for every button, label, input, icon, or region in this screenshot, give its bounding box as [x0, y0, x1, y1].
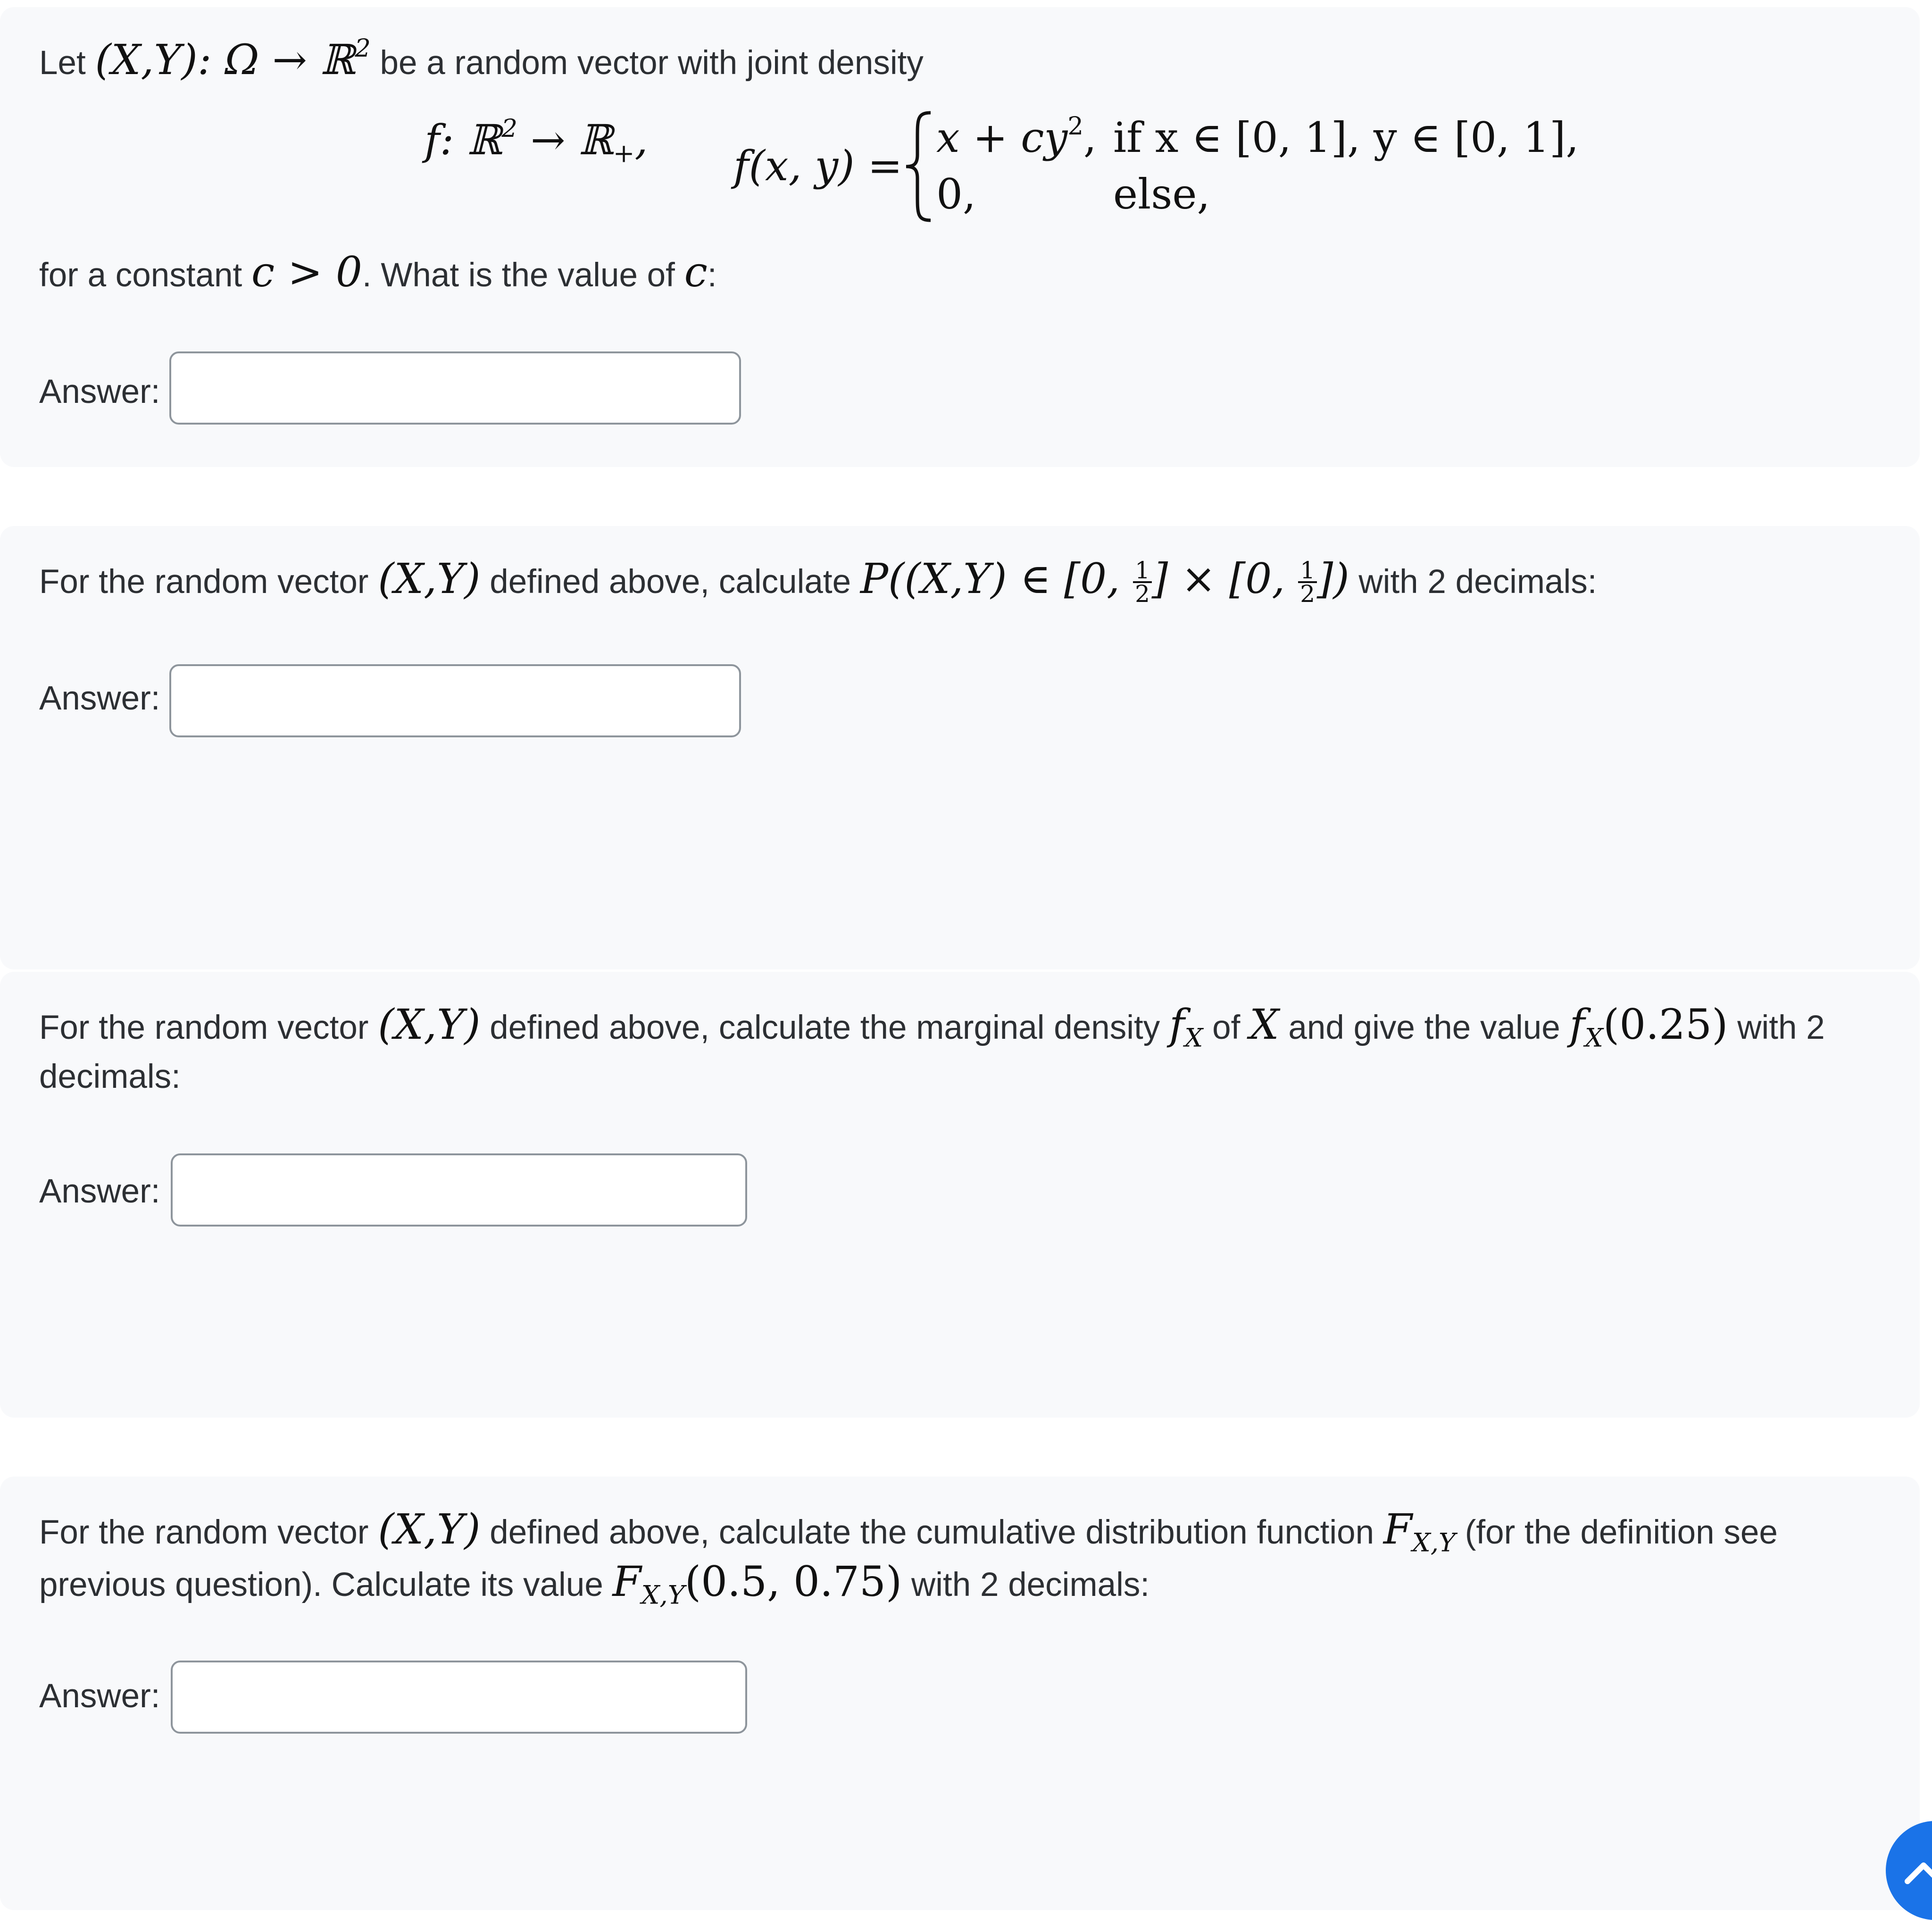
q3-of: of: [1203, 1009, 1250, 1046]
question-card-2: [0, 526, 1920, 969]
q2-question: [39, 554, 1597, 607]
q3-pre: For the random vector: [39, 1009, 378, 1046]
q1-text-mid: . What is the value of: [362, 257, 684, 294]
q4-F-sub: X,Y: [1412, 1527, 1456, 1558]
q3-f: f: [1169, 1000, 1185, 1049]
q3-line2: decimals:: [39, 1058, 181, 1095]
q2-frac-2-num: 1: [1298, 559, 1317, 583]
q1-def-left-text: f: ℝ: [425, 116, 502, 164]
q3-answer-input[interactable]: [171, 1153, 747, 1227]
q1-case2-cond: else,: [1113, 170, 1210, 218]
q2-answer-input[interactable]: [169, 664, 741, 737]
q3-fx: [1169, 1000, 1203, 1053]
q3-answer-label: Answer:: [39, 1173, 160, 1210]
q4-F-text: F: [1383, 1505, 1412, 1553]
q2-frac-1-den: 2: [1135, 580, 1150, 608]
q2-prob: [860, 554, 1349, 608]
q1-density-display: [425, 114, 648, 168]
q1-answer-label: Answer:: [39, 373, 160, 410]
q2-post: with 2 decimals:: [1349, 563, 1597, 601]
q4-F2-text: F: [612, 1557, 641, 1606]
q1-def-left-exp: 2: [501, 114, 517, 143]
q3-post: with 2: [1728, 1009, 1825, 1046]
q4-F2-sub: X,Y: [641, 1579, 685, 1610]
q4-line2-pre: previous question). Calculate its value: [39, 1566, 613, 1603]
q1-def-left: [425, 114, 648, 168]
q4-F2: [612, 1557, 685, 1610]
q2-mid: defined above, calculate: [480, 563, 860, 601]
q3-f2-sub: X: [1585, 1022, 1603, 1053]
q3-vec: (X,Y): [378, 1000, 481, 1049]
q4-vec: (X,Y): [378, 1505, 481, 1553]
q1-def-left-sub: +: [613, 138, 635, 168]
q2-frac-2-den: 2: [1300, 580, 1315, 608]
q1-intro-math: [95, 35, 370, 84]
q2-prob-open: P((X,Y) ∈ [0,: [860, 554, 1133, 603]
q1-intro: [39, 35, 924, 88]
q3-val-args: (0.25): [1603, 1000, 1728, 1049]
chevron-up-icon: [1905, 1854, 1932, 1892]
q1-case2-expr: 0,: [936, 170, 976, 218]
q1-def-left-rest: → ℝ: [517, 116, 613, 164]
q3-X: X: [1249, 1000, 1279, 1049]
q3-give: and give the value: [1279, 1009, 1570, 1046]
q4-post2: with 2 decimals:: [902, 1566, 1150, 1603]
q2-prob-close: ]): [1317, 554, 1349, 603]
q1-intro-math-text: (X,Y): Ω → ℝ: [95, 35, 355, 84]
q2-frac-1-num: 1: [1133, 559, 1152, 583]
question-card-3: [0, 972, 1920, 1418]
q3-fx-val: [1569, 1000, 1603, 1053]
q4-mid: defined above, calculate the cumulative distribution function: [480, 1514, 1383, 1551]
q4-question: [39, 1505, 1907, 1610]
q1-case-1: [936, 113, 1097, 162]
q4-post1: (for the definition see: [1456, 1514, 1778, 1551]
q1-intro-post: be a random vector with joint density: [370, 44, 924, 82]
q4-answer-label: Answer:: [39, 1678, 160, 1715]
q1-def-left-comma: ,: [634, 116, 648, 164]
q1-case-1-cond: [1113, 113, 1579, 162]
q1-case1-cond: if x ∈ [0, 1], y ∈ [0, 1],: [1113, 113, 1579, 162]
q3-f-sub: X: [1184, 1022, 1203, 1053]
q1-case-2-cond: [1113, 170, 1210, 218]
q1-answer-input[interactable]: [169, 351, 741, 425]
q3-mid: defined above, calculate the marginal density: [480, 1009, 1169, 1046]
question-card-4: [0, 1477, 1920, 1910]
q2-pre: For the random vector: [39, 563, 378, 601]
q1-fxy: [733, 142, 902, 190]
q2-times: ] × [0,: [1151, 554, 1299, 603]
q4-pre: For the random vector: [39, 1514, 378, 1551]
q1-case1-comma: ,: [1083, 113, 1097, 162]
q1-text-pre: for a constant: [39, 257, 251, 294]
q4-answer-input[interactable]: [171, 1661, 747, 1734]
q1-text-var: c: [684, 248, 708, 296]
question-card-1: [0, 7, 1920, 467]
q3-f2: f: [1569, 1000, 1585, 1049]
q1-fxy-text: f(x, y) =: [733, 142, 903, 190]
q4-F: [1383, 1505, 1456, 1558]
q4-args: (0.5, 0.75): [684, 1557, 902, 1606]
q1-intro-exp: 2: [355, 34, 371, 63]
q1-brace: [903, 110, 936, 223]
q1-case1-exp: 2: [1067, 112, 1083, 141]
q1-case-2: [936, 170, 976, 218]
q1-case1-expr: x + cy: [936, 113, 1068, 162]
q2-answer-label: Answer:: [39, 680, 160, 717]
q1-intro-pre: Let: [39, 44, 95, 82]
q2-frac-2: [1298, 557, 1317, 608]
q1-question: [39, 248, 717, 300]
q3-question: [39, 1000, 1907, 1102]
q2-frac-1: [1133, 557, 1152, 608]
q1-text-end: :: [707, 257, 717, 294]
q2-vec: (X,Y): [378, 554, 481, 603]
q1-text-math: c > 0: [251, 248, 362, 296]
